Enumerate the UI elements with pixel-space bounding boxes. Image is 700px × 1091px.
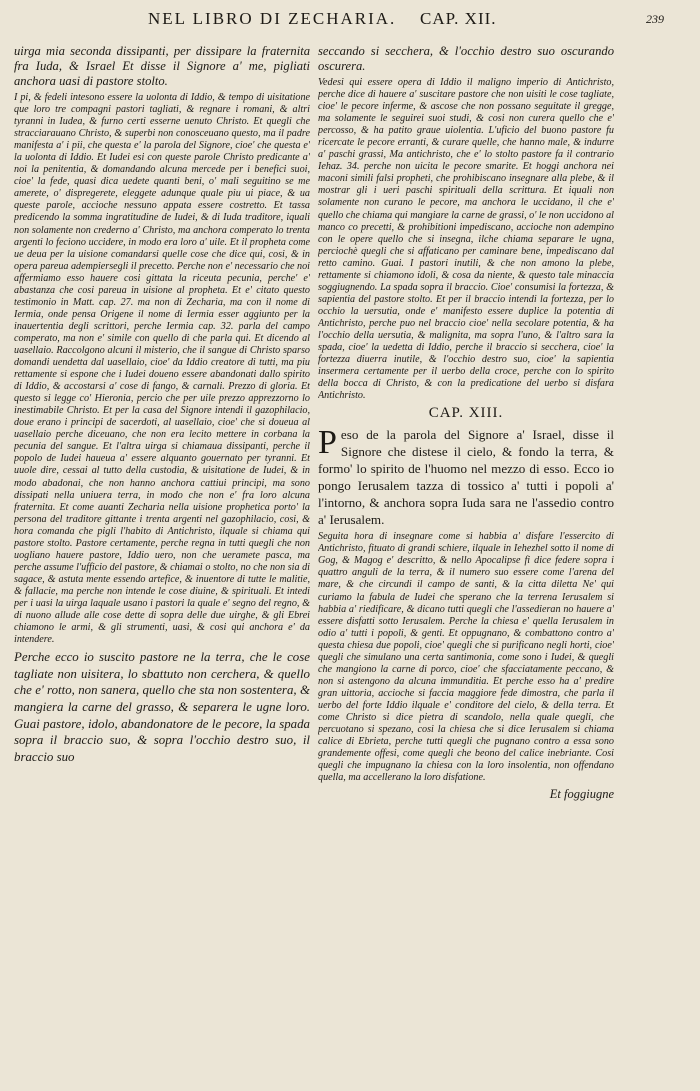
commentary-block: Vedesi qui essere opera di Iddio il maligno imperio di Antichristo, perche dice di hauere a' suscitare pastore che non uisiti le cose tagliate, cioe' le pecore inferme, & ascose che non possano seguitate il gregge, ma solamente le seguirei suoi studi, & cosi non curera quello che e' percosso, & ha patito graue uiolentia. L'uficio del buono pastore fu ricercate le pecore erranti, & curare quelle, che hanno male, & indurre a' paschi grassi, Ma antichristo, che e' lo stolto pastore fa il contrario Iehaz. 34. perche non uicita le pecore smarite. Et hoggi anchora nei maconi simili falsi propheti, che prohibiscano insegnare alla plebe, & il mostrar gli i ueri paschi spirituali della scrittura. Et iquali non solamente non curano le pecore, ma anchora le uccidano, il che e' quello che chiama qui mangiare la carne de grassi, o' le non uccidono al manco co precetti, & prohibitioni impediscano, accioche non adempino con le opere quello che si insegna, ilche chiama separare le ugna, perciochè quegli che si affaticano per caminare bene, impediscano dal retto camino. Guai. I pastori inutili, & che non amono la plebe, rettamente si chiamono idoli, & cosa da niente, & questo tale minaccia soggiugnendo. La spada sopra il braccio. Cioe' consumisi la fortezza, & sapientia del pastore stolto. Et per il braccio intendi la fortezza, per lo occhio la uersutia, onde e' manifesto essere duplice la potentia di Antichristo, perche puo nel braccio cioe' nella secolare potentia, & ha l'occhio della uersutia, & malignita, ma sopra l'uno, & l'altro sara la spada, cioe' la uedetta di Iddio, perche il braccio si secchera, cioe' la fortezza diuerra inutile, & l'occhio destro suo, cioe' la sapientia insermera certamente per il uerbo della croce, perche con lo spirito della bocca di Christo, & con la predicatione del uerbo si disfara Antichristo. bbox=[318, 77, 614, 402]
chapter-heading: CAP. XIII. bbox=[428, 405, 504, 422]
right-column bbox=[318, 44, 614, 1086]
chapter-opening-verse bbox=[318, 426, 614, 528]
catchword: Et foggiugne bbox=[549, 787, 614, 802]
drop-cap: P bbox=[318, 424, 337, 462]
page-header bbox=[0, 6, 700, 38]
verse-continuation: uirga mia seconda dissipanti, per dissipare la fraternita fra Iuda, & Israel Et disse il Signore a' me, pigliati anchora uasi di pastore stolto. bbox=[14, 44, 310, 88]
chapter-mark: CAP. XII. bbox=[420, 9, 497, 28]
commentary-block: Seguita hora di insegnare come si habbia a' disfare l'essercito di Antichristo, fituato di grandi schiere, ilquale in Iehezhel sotto il nome di Gog, & Magog e' descritto, & nello Apocalipse fi dice federe sopra i quattro anguli de la terra, & il numero suo essere come l'arena del mare, & che circundi il campo de santi, & la citta diletta Ne' qui curiamo la fabula de Iudei che sperano che la terrena Ierusalem si habbia a' riedificare, & dicano tutti quegli che l'assedieran no hauere a' essere disfatti sotto Ierusalem. Perche la chiesa e' quella Ierusalem in odio a' tutti i popoli, & genti. Et oppugnano, & combattono contro a' questa chiesa due popoli, cioe' quegli che si purificano negli horti, cioe' quegli che simulano una certa santimonia, come sono i Iudei, & quegli che mangiono la carne di porco, cioe' che sfacciatamente peccano, & non si astengono da alcuna immunditia. Et perche esso ha a' predire gran uittoria, accioche si faccia maggiore fede dimostra, che parla il uerbo del forte Iddio ilquale e' conditore del cielo, & della terra. Et come Christo si dice pietra di scandolo, nella quale quegli, che percuotano si spezano, cosi la chiesa che si dice Ierusalem si chiama calice di Ebrieta, perche tutti quegli che pugnano contro a essa sono grandemente offesi, come quegli che beono del calice inebriante. Cosi quegli che impugnano la chiesa con la loro insolentia, non offendano quella, ma accellerano la loro disfatione. bbox=[318, 531, 614, 784]
running-title: NEL LIBRO DI ZECHARIA. bbox=[148, 9, 397, 28]
verse-continuation: seccando si secchera, & l'occhio destro suo oscurando oscurera. bbox=[318, 44, 614, 73]
chapter-opening-text: eso de la parola del Signore a' Israel, disse il Signore che distese il cielo, & fondo la terra, & formo' lo spirito de l'huomo nel mezzo di esso. Ecco io pongo Ierusalem tazza di tossico a' tutti i popoli a' l'intorno, & anchora sopra Iuda sara ne l'assedio contro a' Ierusalem. bbox=[318, 427, 614, 528]
left-column bbox=[14, 44, 310, 1084]
commentary-block: I pi, & fedeli intesono essere la uolonta di Iddio, & tempo di uisitatione que loro tre compagni pastori tagliati, & regnare i romani, & altri tyranni in Iudea, & furno certi esserne uenuto Christo. Et quegli che stracciarauano Christo, & superbi non conosceuano questo, ma il padre manifesta a' i pii, che questa e' la parola del Signore, cioe' che questa e' la uolonta di Iddio. Et Iudei esi con queste parole Christo predicante a' noi la penitentia, & domandando alcuna mercede per i benefici suoi, cioe' la fede, quasi dica uedete quanti beni, o' mali seguitino se me amerete, o' dispregerete, eleggete adunque quale piu ui piace, & ua queste parole, accioche nessuno appata essere costretto. Et tassa predicendo la somma ingratitudine de Iudei, & di Iuda traditore, iquali non solamente non crederno a' Christo, ma anchora comperato lo trenta argenti lo feciono uccidere, in modo era loro a' uile. Et il propheta come ue deua per la uisione comandarsi quelle cose che dice qui, cosi, & in opera pareua adempiersegli il precetto. Perche non e' necessario che noi affermiamo esso hauere cosi gittata la riceuta pecunia, perche' e' abastanza che cosi pareua in uisione al propheta. Et e' citato questo testimonio in Matt. cap. 27. ma non di Zecharia, ma con il nome di Iermia, onde pensa Origene il nome di Iermia esser aggiunto per la inauertentia degli scrittori, perche Iermia cap. 32. parla del campo comperato, ma non e' simile con quello di che parla qui. Et dicendo al uasellaio. Raccolgono alcuni il misterio, che il sangue di Christo sparso domandi uendetta dal uasellaio, cioe' da Iddio creatore di tutti, ma piu rettamente si espone che i Iudei doueno essere abandonati dallo spirito di Iddio, & accostarsi a' cose di fango, & carnali. Prezzo di gloria. Et questo si legge co' Hieronia, percio che per uile prezzo apprezzorno lo inestimabile Christo. Et per la casa del Signore intendi il gazophilacio, doue erano i principi de sacerdoti, al uasellaio, cioe' che si doueua al uasellaio perche diceuano, che non era lecito mettere in corbana la pecunia del sangue. Et l'altra uirga si chiamaua dissipanti, perche il popolo de Iudei haueua a' essere alquanto gouernato per tyranni. Et uuole dire, cessai al tutto della custodia, & uisitatione de Iudei, & in modo abadonai, che non hanno anchora cattiui principi, ma sono dissipati nella uniuera terra, in modo che non e' fra loro alcuna fraternita. Et come auanti Zecharia nella uisione prophetica porto' la persona del traditore gittante i trenta argenti nel gazophilacio, cosi, & hora comanda che pigli l'habito di Antichristo, ilquale si chiama qui pastore stolto. Pastore certamente, perche regna in tutti quegli che non uogliano hauere pastore, Iddio uero, non che ueramete pasca, ma perche assume l'ufficio del pastore, & chiamai o stolto, no che non sia di sagace, & astuta mente essendo artefice, & inuentore di tutte le malitie, & fallacie, ma perche non intende le cose diuine, & spirituali. Et intedi per i uasi la uirga laquale usano i pastori la quale e' segno del regno, & di nuono allude alle cose dette di sopra delle due uirghe, & gli Ebrei chiamono le armi, & gli strumenti, uasi, & cosi qui anchora e' da intendere. bbox=[14, 92, 310, 646]
folio-number: 239 bbox=[646, 12, 664, 26]
scripture-verse: Perche ecco io suscito pastore ne la terra, che le cose tagliate non uisitera, lo sbattuto non cerchera, & quello che e' rotto, non sanera, quello che sta non sostentera, & mangiera la carne del grasso, & separera le ugne loro. Guai pastore, idolo, abandonatore de le pecore, la spada sopra il braccio suo, & sopra l'occhio destro suo, il braccio suo bbox=[14, 650, 310, 764]
